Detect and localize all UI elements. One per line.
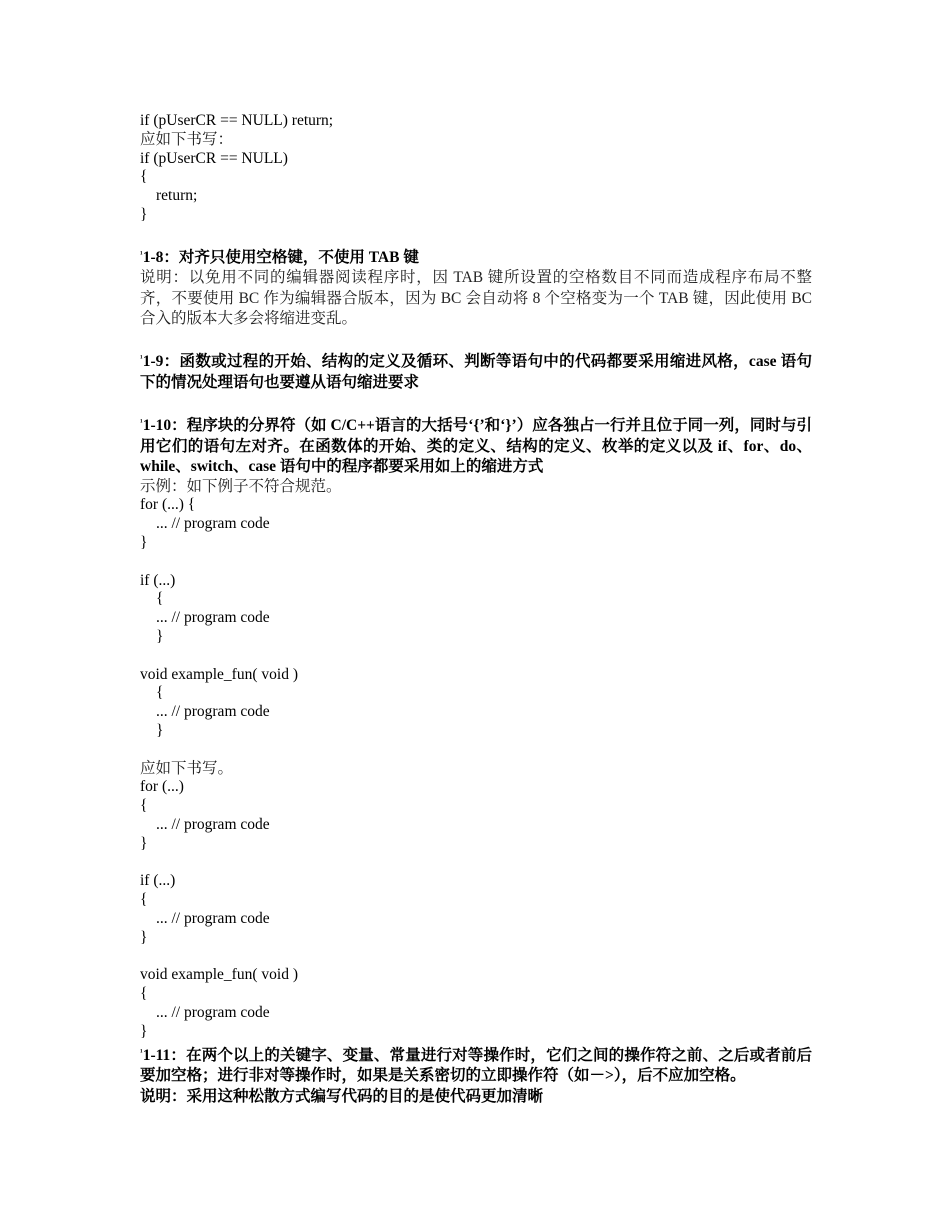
code-line: } xyxy=(140,205,148,223)
rule-title: 1-11：在两个以上的关键字、变量、常量进行对等操作时，它们之间的操作符之前、之后或者前后要加空格；进行非对等操作时，如果是关系密切的立即操作符（如－>），后不应加空格。 xyxy=(140,1046,812,1085)
rule-1-9-heading xyxy=(140,348,812,393)
instruction-text: 应如下书写。 xyxy=(140,759,234,777)
code-line: { xyxy=(140,168,148,186)
instruction-text: 应如下书写： xyxy=(140,130,234,148)
document-page xyxy=(140,112,812,1107)
rule-marker: ¹ xyxy=(140,248,143,259)
rule-1-11-heading xyxy=(140,1042,812,1087)
code-line: { xyxy=(140,891,148,909)
code-line: } xyxy=(140,1022,148,1040)
code-line: { xyxy=(140,797,148,815)
code-line: void example_fun( void ) xyxy=(140,665,298,683)
code-line: { xyxy=(140,985,148,1003)
code-line: if (...) xyxy=(140,571,176,589)
rule-1-8-description: 说明：以免用不同的编辑器阅读程序时，因 TAB 键所设置的空格数目不同而造成程序布局不整齐，不要使用 BC 作为编辑器合版本，因为 BC 会自动将 8 个空格变为一个 TAB 键，因此使用 BC 合入的版本大多会将缩进变乱。 xyxy=(140,269,812,328)
code-line: ... // program code xyxy=(156,816,270,834)
rule-1-10-heading xyxy=(140,412,812,478)
code-line: } xyxy=(140,534,148,552)
code-line: { xyxy=(156,590,164,608)
rule-marker: ¹ xyxy=(140,1046,143,1057)
code-line: void example_fun( void ) xyxy=(140,966,298,984)
example-label: 示例：如下例子不符合规范。 xyxy=(140,477,342,495)
code-line: } xyxy=(140,928,148,946)
rule-1-8-heading xyxy=(140,244,812,269)
rule-title: 1-10：程序块的分界符（如 C/C++语言的大括号‘{’和‘}’）应各独占一行并且位于同一列，同时与引用它们的语句左对齐。在函数体的开始、类的定义、结构的定义、枚举的定义以及 if、for、do、while、switch、case 语句中的程序都要采用如上的缩进方式 xyxy=(140,417,812,476)
code-line: return; xyxy=(156,187,198,205)
rule-title: 1-9：函数或过程的开始、结构的定义及循环、判断等语句中的代码都要采用缩进风格，case 语句下的情况处理语句也要遵从语句缩进要求 xyxy=(140,353,812,391)
code-line: if (...) xyxy=(140,872,176,890)
rule-1-11-description: 说明：采用这种松散方式编写代码的目的是使代码更加清晰 xyxy=(140,1087,544,1105)
code-line: { xyxy=(156,684,164,702)
code-line: for (...) xyxy=(140,778,184,796)
code-line: ... // program code xyxy=(156,703,270,721)
code-line: } xyxy=(156,722,164,740)
code-line: if (pUserCR == NULL) xyxy=(140,149,288,167)
code-line: } xyxy=(140,834,148,852)
code-line: if (pUserCR == NULL) return; xyxy=(140,112,334,129)
rule-title: 1-8：对齐只使用空格键，不使用 TAB 键 xyxy=(142,248,419,266)
code-line: ... // program code xyxy=(156,515,270,533)
code-line: for (...) { xyxy=(140,496,196,514)
code-line: ... // program code xyxy=(156,609,270,627)
rule-marker: ¹ xyxy=(140,417,143,428)
rule-marker: ¹ xyxy=(140,353,143,364)
code-line: ... // program code xyxy=(156,910,270,927)
code-line: ... // program code xyxy=(156,1003,270,1021)
code-line: } xyxy=(156,628,164,646)
